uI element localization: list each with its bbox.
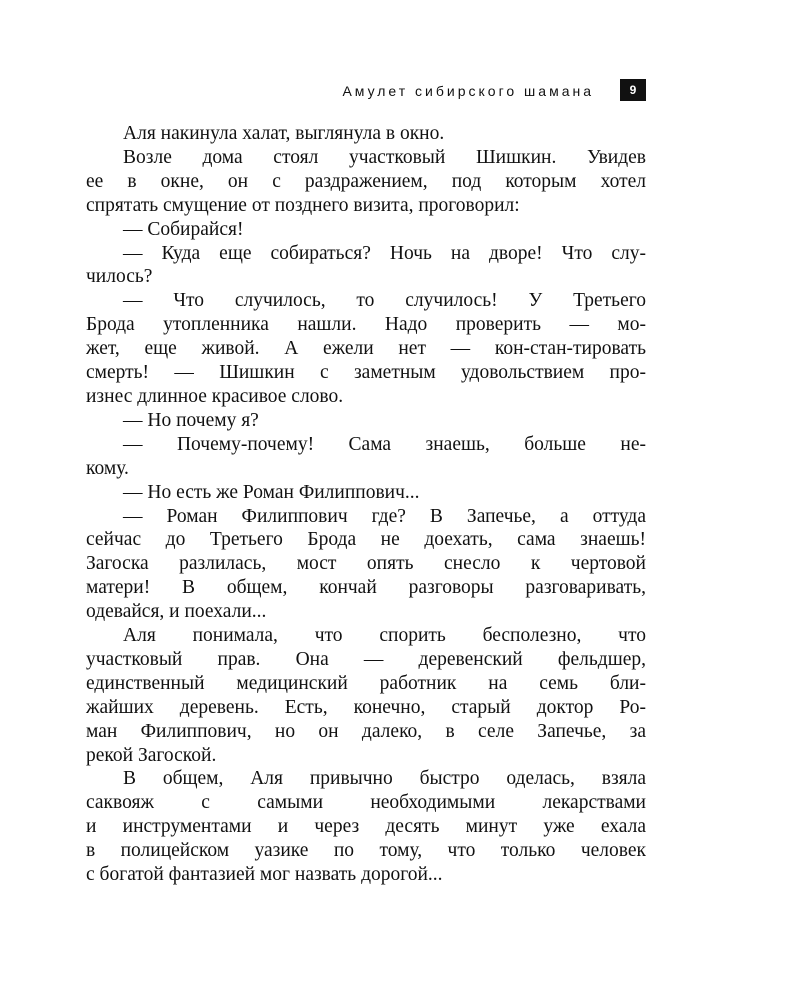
text-line: кому.	[86, 457, 129, 479]
text-line: Аля понимала, что спорить бесполезно, что	[123, 625, 646, 647]
running-title: Амулет сибирского шамана	[342, 83, 594, 99]
text-line: — Но есть же Роман Филиппович...	[123, 481, 420, 503]
text-line: матери! В общем, кончай разговоры разговаривать,	[86, 577, 646, 599]
paragraph	[86, 624, 646, 767]
text-line: В общем, Аля привычно быстро оделась, взяла	[123, 768, 646, 790]
text-line: жайших деревень. Есть, конечно, старый доктор Ро-	[86, 696, 646, 718]
text-line: сейчас до Третьего Брода не доехать, сама знаешь!	[86, 529, 646, 551]
text-line: — Что случилось, то случилось! У Третьего	[123, 290, 646, 312]
text-line: с богатой фантазией мог назвать дорогой...	[86, 864, 443, 886]
text-line: Аля накинула халат, выглянула в окно.	[123, 123, 445, 144]
paragraph	[86, 767, 646, 887]
page-number: 9	[620, 79, 646, 101]
paragraph	[86, 481, 646, 505]
text-line: Загоска разлилась, мост опять снесло к чертовой	[86, 553, 646, 575]
text-line: единственный медицинский работник на семь бли-	[86, 672, 646, 694]
paragraph	[86, 409, 646, 433]
text-line: — Куда еще собираться? Ночь на дворе! Что слу-	[123, 242, 646, 264]
text-line: — Почему-почему! Сама знаешь, больше не-	[123, 433, 646, 455]
paragraph	[86, 242, 646, 290]
text-line: саквояж с самыми необходимыми лекарствами	[86, 792, 646, 814]
text-line: рекой Загоской.	[86, 744, 217, 766]
text-line: жет, еще живой. А ежели нет — кон-стан-тировать	[86, 338, 646, 360]
text-line: смерть! — Шишкин с заметным удовольствием про-	[86, 362, 646, 384]
text-line: — Но почему я?	[123, 409, 259, 431]
text-line: одевайся, и поехали...	[86, 601, 267, 623]
text-line: ман Филиппович, но он далеко, в селе Запечье, за	[86, 720, 646, 742]
text-line: спрятать смущение от позднего визита, проговорил:	[86, 194, 520, 216]
paragraph	[86, 289, 646, 409]
text-line: в полицейском уазике по тому, что только человек	[86, 840, 646, 862]
text-line: ее в окне, он с раздражением, под которым хотел	[86, 170, 646, 192]
paragraph	[86, 146, 646, 218]
text-line: Возле дома стоял участковый Шишкин. Увидев	[123, 146, 646, 168]
text-line: Брода утопленника нашли. Надо проверить — мо-	[86, 314, 646, 336]
text-line: — Собирайся!	[123, 218, 244, 240]
paragraph	[86, 433, 646, 481]
text-line: изнес длинное красивое слово.	[86, 385, 344, 407]
paragraph	[86, 122, 646, 146]
running-header	[300, 79, 646, 107]
text-line: и инструментами и через десять минут уже ехала	[86, 816, 646, 838]
text-line: — Роман Филиппович где? В Запечье, а оттуда	[123, 505, 646, 527]
text-line: участковый прав. Она — деревенский фельдшер,	[86, 648, 646, 670]
text-line: чилось?	[86, 266, 153, 288]
paragraph	[86, 218, 646, 242]
body-text	[86, 122, 646, 887]
paragraph	[86, 505, 646, 625]
